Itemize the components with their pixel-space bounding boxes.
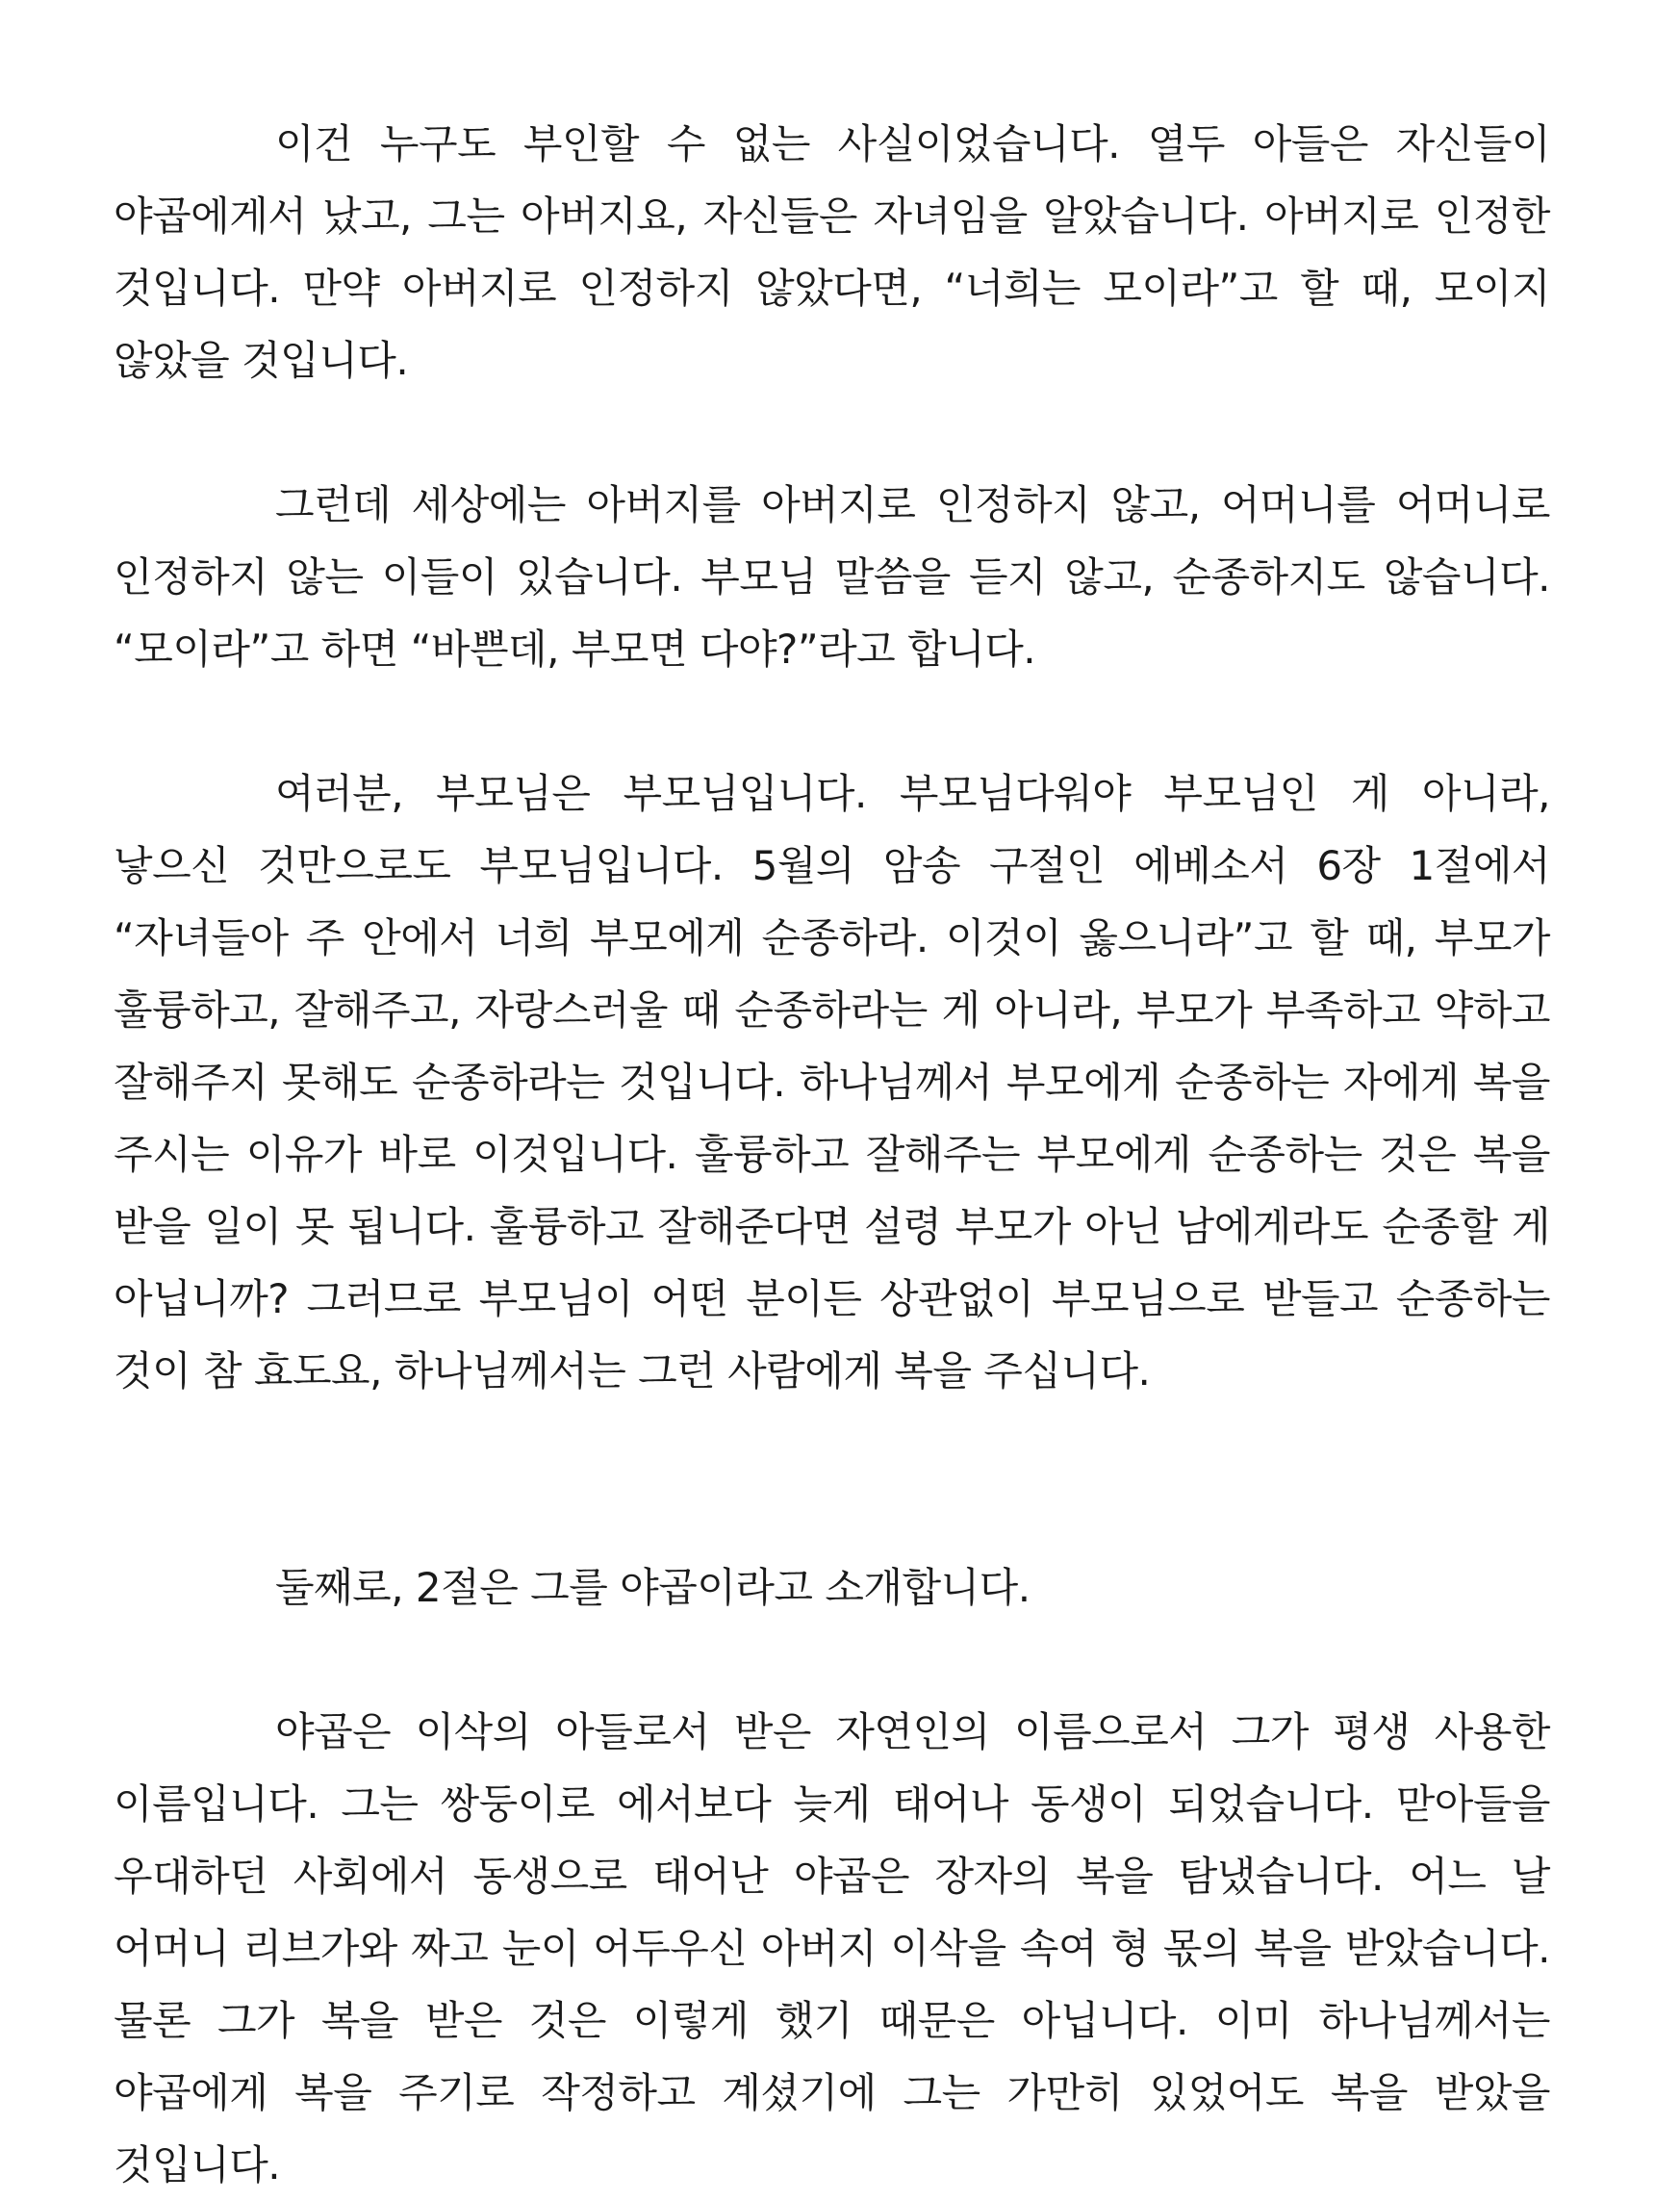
- paragraph-3: 여러분, 부모님은 부모님입니다. 부모님다워야 부모님인 게 아니라, 낳으신 것만으로도 부모님입니다. 5월의 암송 구절인 에베소서 6장 1절에서 “자녀들아 주 안에서 너희 부모에게 순종하라. 이것이 옳으니라”고 할 때, 부모가 훌륭하고, 잘해주고, 자랑스러울 때 순종하라는 게 아니라, 부모가 부족하고 약하고 잘해주지 못해도 순종하라는 것입니다. 하나님께서 부모에게 순종하는 자에게 복을 주시는 이유가 바로 이것입니다. 훌륭하고 잘해주는 부모에게 순종하는 것은 복을 받을 일이 못 됩니다. 훌륭하고 잘해준다면 설령 부모가 아닌 남에게라도 순종할 게 아닙니까? 그러므로 부모님이 어떤 분이든 상관없이 부모님으로 받들고 순종하는 것이 참 효도요, 하나님께서는 그런 사람에게 복을 주십니다.: [114, 770, 1550, 1395]
- paragraph-2: 그런데 세상에는 아버지를 아버지로 인정하지 않고, 어머니를 어머니로 인정하지 않는 이들이 있습니다. 부모님 말씀을 듣지 않고, 순종하지도 않습니다. “모이라”고 하면 “바쁜데, 부모면 다야?”라고 합니다.: [114, 481, 1550, 673]
- paragraph-spacer: [114, 397, 1550, 469]
- paragraph-1: 이건 누구도 부인할 수 없는 사실이었습니다. 열두 아들은 자신들이 야곱에게서 났고, 그는 아버지요, 자신들은 자녀임을 알았습니다. 아버지로 인정한 것입니다. 만약 아버지로 인정하지 않았다면, “너희는 모이라”고 할 때, 모이지 않았을 것입니다.: [114, 120, 1550, 384]
- paragraph-5: 야곱은 이삭의 아들로서 받은 자연인의 이름으로서 그가 평생 사용한 이름입니다. 그는 쌍둥이로 에서보다 늦게 태어나 동생이 되었습니다. 맏아들을 우대하던 사회에서 동생으로 태어난 야곱은 장자의 복을 탐냈습니다. 어느 날 어머니 리브가와 짜고 눈이 어두우신 아버지 이삭을 속여 형 몫의 복을 받았습니다. 물론 그가 복을 받은 것은 이렇게 했기 때문은 아닙니다. 이미 하나님께서는 야곱에게 복을 주기로 작정하고 계셨기에 그는 가만히 있었어도 복을 받았을 것입니다.: [114, 1708, 1550, 2188]
- section-spacer: [114, 1407, 1550, 1551]
- paragraph-spacer: [114, 685, 1550, 757]
- document-page: [114, 108, 1550, 2201]
- paragraph-spacer: [114, 1624, 1550, 1696]
- paragraph-4: 둘째로, 2절은 그를 야곱이라고 소개합니다.: [275, 1564, 1031, 1611]
